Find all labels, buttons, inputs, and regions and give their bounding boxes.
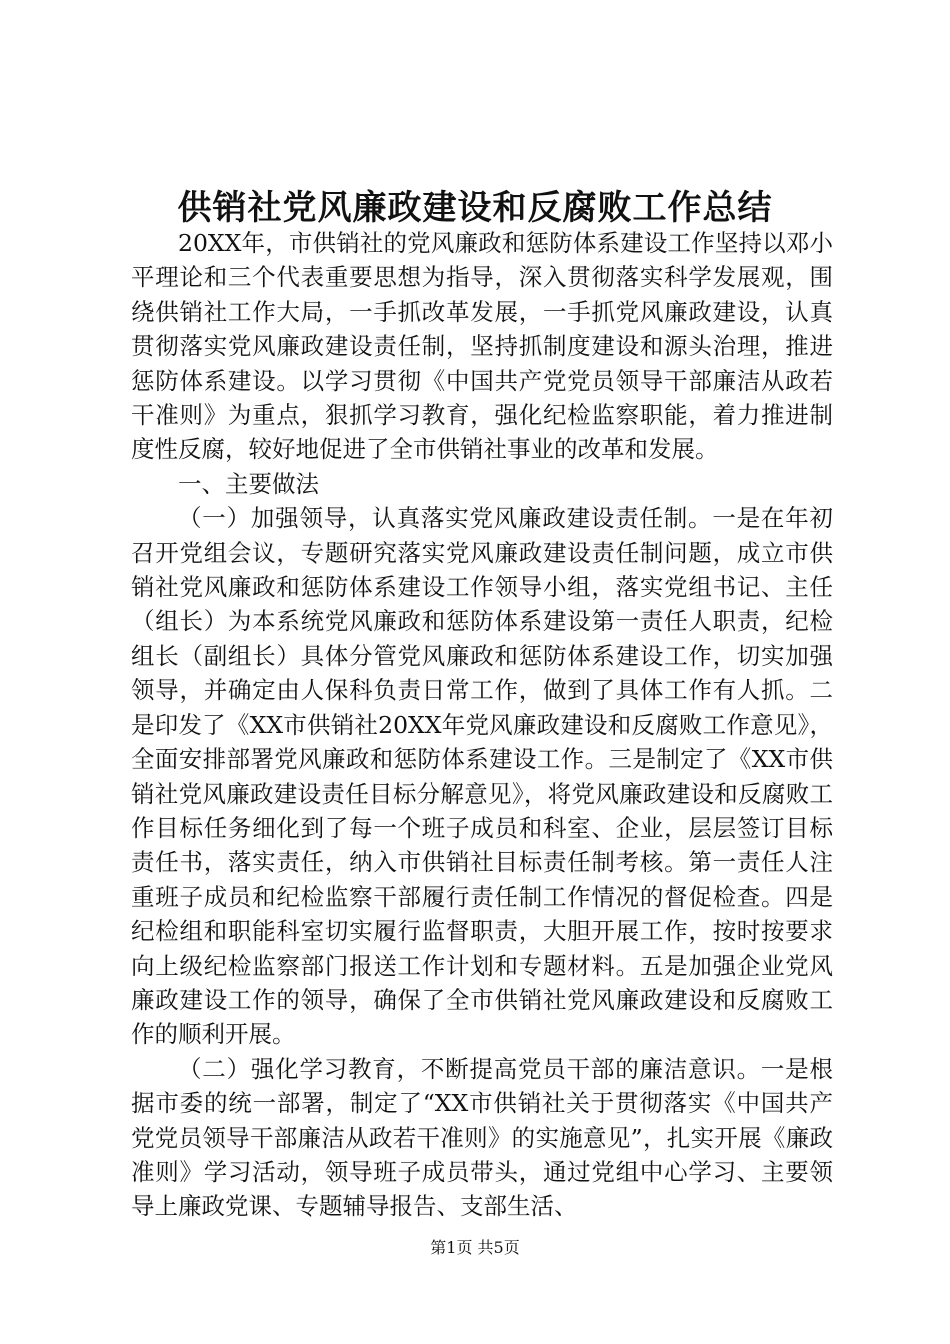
subsection-paragraph-1: （一）加强领导，认真落实党风廉政建设责任制。一是在年初召开党组会议，专题研究落实党风廉政建设责任制问题，成立市供销社党风廉政和惩防体系建设工作领导小组，落实党组书记、主任（组长）为本系统党风廉政和惩防体系建设第一责任人职责，纪检组长（副组长）具体分管党风廉政和惩防体系建设工作，切实加强领导，并确定由人保科负责日常工作，做到了具体工作有人抓。二是印发了《XX市供销社20XX年党风廉政建设和反腐败工作意见》，全面安排部署党风廉政和惩防体系建设工作。三是制定了《XX市供销社党风廉政建设责任目标分解意见》，将党风廉政建设和反腐败工作目标任务细化到了每一个班子成员和科室、企业，层层签订目标责任书，落实责任，纳入市供销社目标责任制考核。第一责任人注重班子成员和纪检监察干部履行责任制工作情况的督促检查。四是纪检组和职能科室切实履行监督职责，大胆开展工作，按时按要求向上级纪检监察部门报送工作计划和专题材料。五是加强企业党风廉政建设工作的领导，确保了全市供销社党风廉政建设和反腐败工作的顺利开展。 [131,504,833,1049]
subsection-paragraph-2: （二）强化学习教育，不断提高党员干部的廉洁意识。一是根据市委的统一部署，制定了“XX市供销社关于贯彻落实《中国共产党党员领导干部廉洁从政若干准则》的实施意见”，扎实开展《廉政准则》学习活动，领导班子成员带头，通过党组中心学习、主要领导上廉政党课、专题辅导报告、支部生活、 [131,1054,833,1221]
document-body [131,226,833,1224]
intro-paragraph: 20XX年，市供销社的党风廉政和惩防体系建设工作坚持以邓小平理论和三个代表重要思想为指导，深入贯彻落实科学发展观，围绕供销社工作大局，一手抓改革发展，一手抓党风廉政建设，认真贯彻落实党风廉政建设责任制，坚持抓制度建设和源头治理，推进惩防体系建设。以学习贯彻《中国共产党党员领导干部廉洁从政若干准则》为重点，狠抓学习教育，强化纪检监察职能，着力推进制度性反腐，较好地促进了全市供销社事业的改革和发展。 [131,229,833,464]
document-title: 供销社党风廉政建设和反腐败工作总结 [177,188,773,228]
section-heading: 一、主要做法 [178,469,319,498]
page-number: 第1页 共5页 [430,1238,520,1257]
